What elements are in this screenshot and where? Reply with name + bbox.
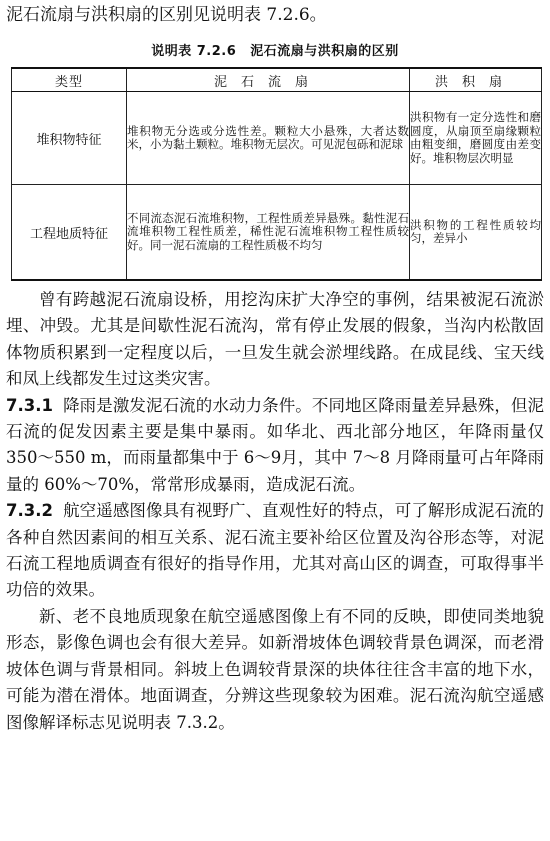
intro-sentence: 泥石流扇与洪积扇的区别见说明表 7.2.6。 [6, 5, 327, 25]
paragraph-text: 新、老不良地质现象在航空遥感图像上有不同的反映，即使同类地貌形态，影像色调也会有很大差异。如新滑坡体色调较背景色调深，而老滑坡体色调与背景相同。斜坡上色调较背景深的块体往往含丰富的地下水，可能为潜在滑体。地面调查，分辨这些现象较为困难。泥石流沟航空遥感图像解译标志见说明表 7.3.2。 [6, 606, 544, 732]
table-row [12, 92, 542, 185]
cell-alluvial-engineering: 洪积物的工程性质较均匀，差异小 [410, 185, 542, 281]
header-type: 类型 [12, 68, 127, 92]
table-caption-title: 泥石流扇与洪积扇的区别 [250, 44, 399, 59]
section-number: 7.3.1 [6, 395, 53, 415]
row-label-deposit: 堆积物特征 [12, 92, 127, 185]
comparison-table [11, 67, 542, 281]
section-7-3-2 [6, 498, 544, 604]
header-alluvial-fan: 洪积扇 [410, 68, 542, 92]
header-debris-fan: 泥石流扇 [127, 68, 410, 92]
table-header-row [12, 68, 542, 92]
table-caption-number: 说明表 7.2.6 [151, 44, 237, 59]
body-text [6, 287, 544, 736]
paragraph-bridge-case [6, 287, 544, 393]
row-label-engineering: 工程地质特征 [12, 185, 127, 281]
table-caption [0, 40, 550, 59]
table-row [12, 185, 542, 281]
paragraph-text: 航空遥感图像具有视野广、直观性好的特点，可了解形成泥石流的各种自然因素间的相互关系、泥石流主要补给区位置及沟谷形态等，对泥石流工程地质调查有很好的指导作用，尤其对高山区的调查，可取得事半功倍的效果。 [6, 501, 544, 600]
section-number: 7.3.2 [6, 501, 53, 521]
paragraph-remote-sensing [6, 604, 544, 736]
paragraph-text: 曾有跨越泥石流扇设桥，用挖沟床扩大净空的事例，结果被泥石流淤埋、冲毁。尤其是间歇性泥石流沟，常有停止发展的假象，当沟内松散固体物质积累到一定程度以后，一旦发生就会淤埋线路。在成昆线、宝天线和凤上线都发生过这类灾害。 [6, 290, 544, 389]
cell-alluvial-deposit: 洪积物有一定分选性和磨圆度，从扇顶至扇缘颗粒由粗变细，磨圆度由差变好。堆积物层次明显 [410, 92, 542, 185]
section-7-3-1 [6, 393, 544, 499]
cell-debris-engineering: 不同流态泥石流堆积物，工程性质差异悬殊。黏性泥石流堆积物工程性质差，稀性泥石流堆积物工程性质较好。同一泥石流扇的工程性质极不均匀 [127, 185, 410, 281]
cell-debris-deposit: 堆积物无分选或分选性差。颗粒大小悬殊，大者达数米，小为黏土颗粒。堆积物无层次。可见泥包砾和泥球 [127, 92, 410, 185]
paragraph-text: 降雨是激发泥石流的水动力条件。不同地区降雨量差异悬殊，但泥石流的促发因素主要是集中暴雨。如华北、西北部分地区，年降雨量仅 350～550 m，而雨量都集中于 6～9月，其中 7～8 月降雨量可占年降雨量的 60%～70%，常常形成暴雨，造成泥石流。 [6, 395, 544, 494]
